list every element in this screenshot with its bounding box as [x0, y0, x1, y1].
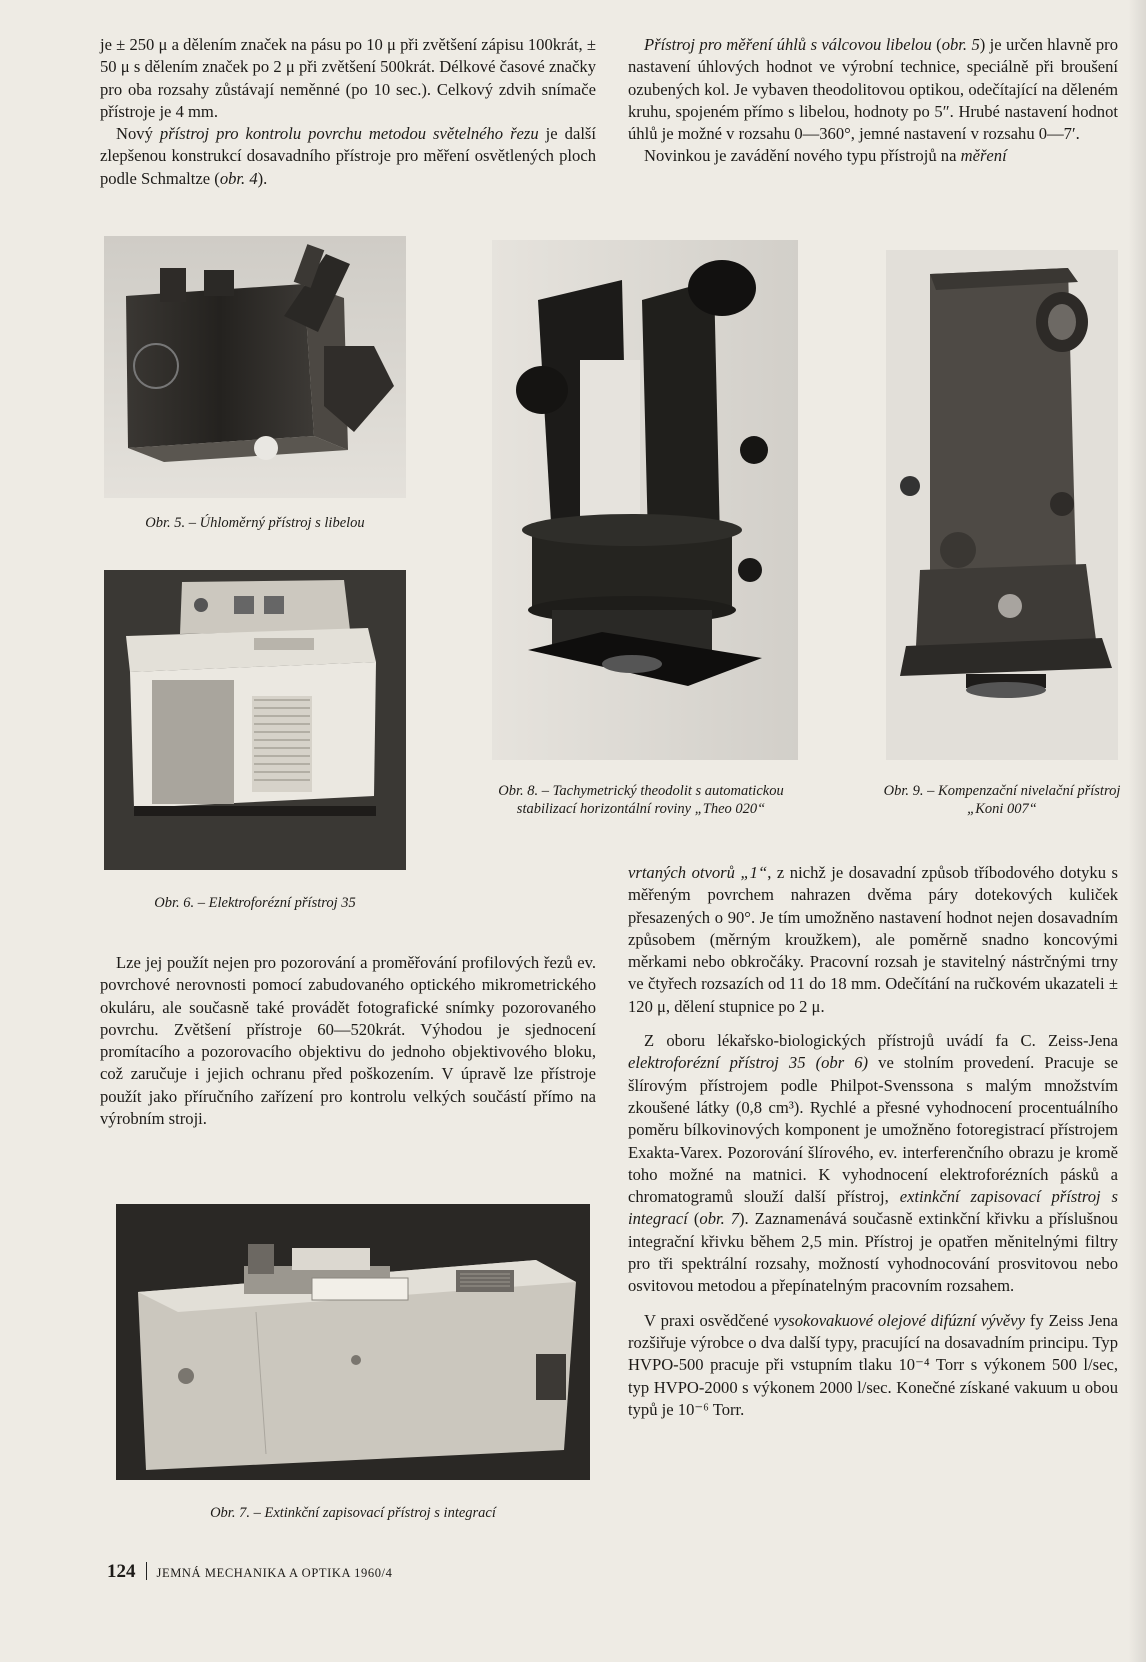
col1-bottom-text: [100, 952, 596, 1130]
paragraph: Lze jej použít nejen pro pozorování a proměřování profilových řezů ev. povrchové nerovnosti pomocí zabudovaného optického mikrometrického okuláru, ale současně také provádět fotografické snímky pozorovaného povrchu. Zvětšení přístroje 60—520krát. Výhodou je sjednocení promítacího a pozorovacího objektivu do jednoho objektivového bloku, což zaručuje i jejich ochranu před poškozením. V úpravě lze přístroje použít jako příručního zařízení pro kontrolu velkých součástí přímo na výrobním stroji.: [100, 953, 596, 1129]
paragraph: Nový přístroj pro kontrolu povrchu metodou světelného řezu je další zlepšenou konstrukcí dosavadního přístroje pro měření osvětlených ploch podle Schmaltze (obr. 4).: [100, 124, 596, 188]
page-edge-shadow: [1128, 0, 1146, 1662]
paragraph: Z oboru lékařsko-biologických přístrojů uvádí fa C. Zeiss-Jena elektroforézní přístroj 35 (obr 6) ve stolním provedení. Pracuje se šlírovým přístrojem podle Philpot-Svenssona s malým množstvím zkoušené látky (0,8 cm³). Rychlé a přesné vyhodnocení procentuálního poměru bílkovinových komponent je umožněno fotoregistrací přístrojem Exakta-Varex. Pozorování šlírového, ev. interferenčního obrazu je kromě toho možné na matnici. K vyhodnocení elektroforézních pásků a chromatogramů slouží další přístroj, extinkční zapisovací přístroj s integrací (obr. 7). Zaznamenává současně extinkční křivku a příslušnou integrační křivku během 2,5 min. Přístroj je opatřen měnitelnými filtry pro tři spektrální rozsahy, možností vyhodnocování prosvitovou nebo osvitovou metodou a přepínatelným pracovním rozsahem.: [628, 1031, 1118, 1296]
figure-5-photo: [104, 236, 406, 498]
figure-9-caption: Obr. 9. – Kompenzační nivelační přístroj „Koni 007“: [883, 783, 1121, 817]
figure-6-caption: Obr. 6. – Elektroforézní přístroj 35: [154, 895, 356, 911]
figure-5-caption: Obr. 5. – Úhloměrný přístroj s libelou: [145, 515, 365, 531]
figure-8-caption: Obr. 8. – Tachymetrický theodolit s automatickou stabilizací horizontální roviny „Theo 020“: [498, 783, 784, 817]
page-footer: [107, 1559, 392, 1583]
paragraph: je ± 250 μ a dělením značek na pásu po 10 μ při zvětšení zápisu 100krát, ± 50 μ s dělením značek po 2 μ při zvětšení 500krát. Délkové časové značky pro oba rozsahy zůstávají neměnné (po 10 sec.). Celkový zdvih snímače přístroje je 4 mm.: [100, 35, 596, 121]
paragraph: Přístroj pro měření úhlů s válcovou libelou (obr. 5) je určen hlavně pro nastavení úhlových hodnot ve výrobní technice, speciálně při broušení ozubených kol. Je vybaven theodolitovou optikou, odečítající na děleném kruhu, spojeném přímo s libelou, hodnoty po 5″. Hrubé nastavení hodnot úhlů je možné v rozsahu 0—360°, jemné nastavení v rozsahu 0—7′.: [628, 35, 1118, 144]
figure-8-photo: [492, 240, 798, 760]
col2-bottom-text: [628, 862, 1118, 1421]
paragraph: Novinkou je zavádění nového typu přístrojů na měření: [644, 146, 1007, 166]
col2-top-text: [628, 34, 1118, 168]
figure-6-photo: [104, 570, 406, 870]
journal-name: JEMNÁ MECHANIKA A OPTIKA 1960/4: [156, 1566, 393, 1580]
footer-divider: [146, 1562, 147, 1580]
figure-7-caption: Obr. 7. – Extinkční zapisovací přístroj s integrací: [210, 1505, 496, 1521]
col1-top-text: [100, 34, 596, 190]
figure-7-photo: [116, 1204, 590, 1480]
paragraph: V praxi osvědčené vysokovakuové olejové difúzní vývěvy fy Zeiss Jena rozšiřuje výrobce o dva další typy, pracující na dosavadním principu. Typ HVPO-500 pracuje při vstupním tlaku 10⁻⁴ Torr s výkonem 500 l/sec, typ HVPO-2000 s výkonem 2000 l/sec. Konečné získané vakuum u obou typů je 10⁻⁶ Torr.: [628, 1310, 1118, 1419]
figure-9-photo: [886, 250, 1118, 760]
page-number: 124: [107, 1561, 136, 1582]
paragraph: vrtaných otvorů „1“, z nichž je dosavadní způsob tříbodového dotyku s měřeným povrchem nahrazen dvěma páry dotekových kuliček přesazených o 90°. Je tím umožněno nastavení hodnot nejen dosavadním způsobem (měrným kroužkem), ale poměrně snadno koncovými měrkami nebo obkročáky. Pracovní rozsah je stavitelný nástrčnými trny ve čtyřech rozsazích od 11 do 18 mm. Odečítání na ručkovém ukazateli ± 120 μ, dělení stupnice po 2 μ.: [628, 863, 1118, 1016]
